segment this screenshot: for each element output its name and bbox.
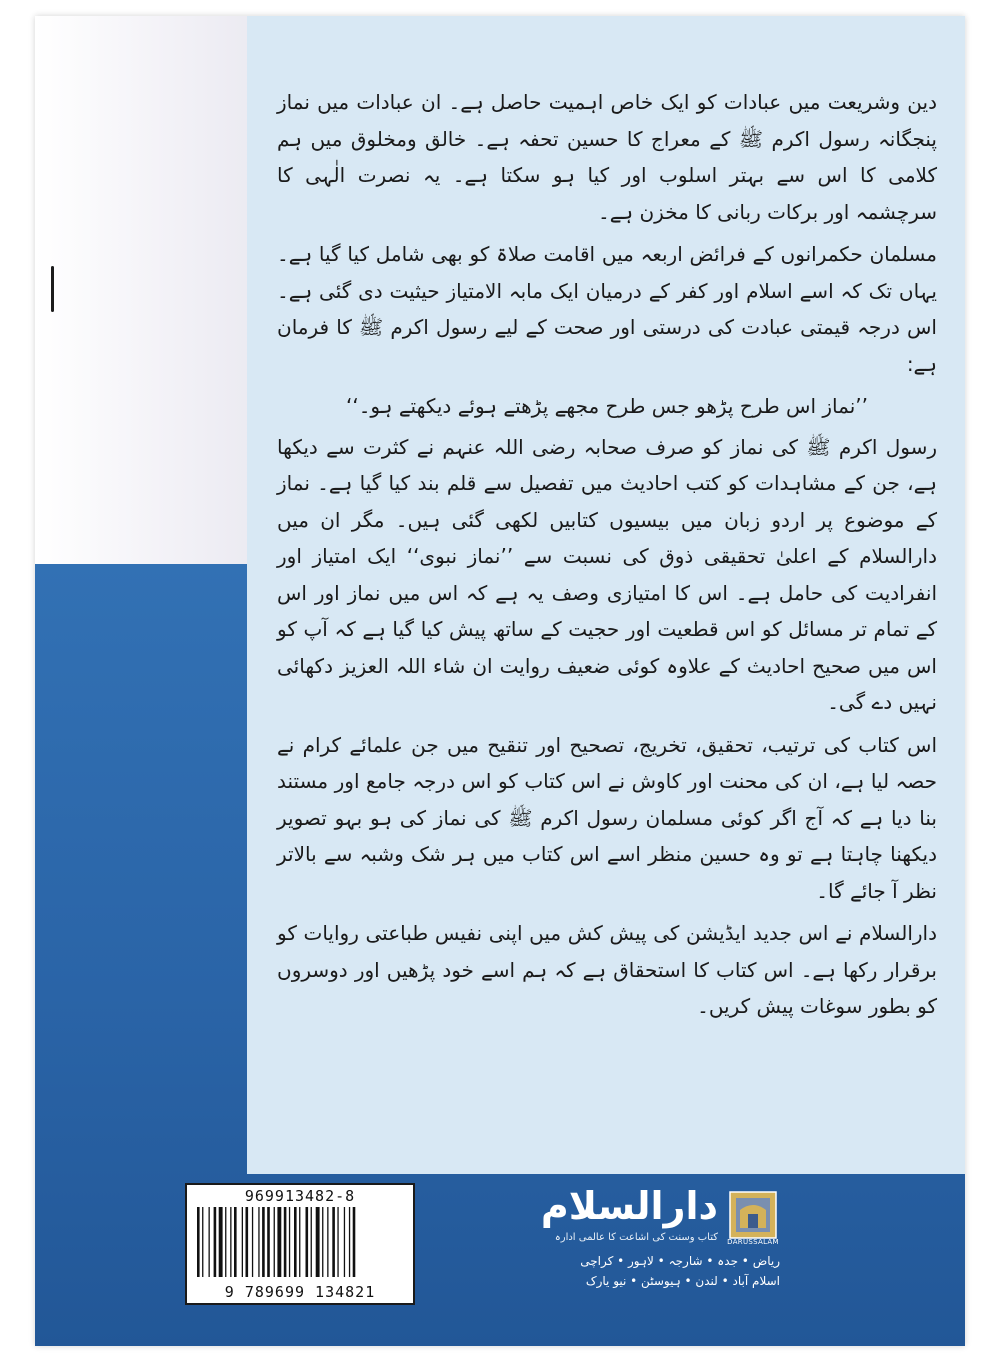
isbn-barcode [185, 1183, 415, 1305]
blurb-paragraph: دارالسلام نے اس جدید ایڈیشن کی پیش کش میں اپنی نفیس طباعتی روایات کو برقرار رکھا ہے۔ اس کتاب کا استحقاق ہے کہ ہم اسے خود پڑھیں اور دوسروں کو بطور سوغات پیش کریں۔ [277, 921, 937, 1018]
blurb-text [277, 84, 937, 1031]
publisher-block [490, 1184, 790, 1338]
ean-number: 9 789699 134821 [224, 1283, 376, 1301]
hadith-quote: ’’نماز اس طرح پڑھو جس طرح مجھے پڑھتے ہوئے دیکھتے ہو۔‘‘ [346, 394, 868, 418]
publisher-cities: ریاض • جدہ • شارجہ • لاہور • کراچی [580, 1254, 780, 1268]
publisher-tagline: کتاب وسنت کی اشاعت کا عالمی ادارہ [554, 1232, 718, 1243]
barcode-bars [195, 1207, 405, 1277]
book-back-cover [35, 16, 965, 1346]
blurb-paragraph: دین وشریعت میں عبادات کو ایک خاص اہمیت حاصل ہے۔ ان عبادات میں نماز پنجگانہ رسول اکرم ﷺ کے معراج کا حسین تحفہ ہے۔ خالق ومخلوق میں ہم کلامی کا اس سے بہتر اسلوب اور کیا ہو سکتا ہے۔ یہ نصرت الٰہی کا سرچشمہ اور برکات ربانی کا مخزن ہے۔ [277, 90, 937, 224]
blurb-paragraph: رسول اکرم ﷺ کی نماز کو صرف صحابہ رضی اللہ عنہم نے کثرت سے دیکھا ہے، جن کے مشاہدات کو کتب احادیث میں تفصیل سے قلم بند کیا گیا ہے۔ نماز کے موضوع پر اردو زبان میں بیسیوں کتابیں لکھی گئی ہیں۔ مگر ان میں دارالسلام کے اعلیٰ تحقیقی ذوق کی نسبت سے ’’نماز نبوی‘‘ ایک امتیاز اور انفرادیت کی حامل ہے۔ اس کا امتیازی وصف یہ ہے کہ اس میں نماز اور اس کے تمام تر مسائل کو اس قطعیت اور حجیت کے ساتھ پیش کیا گیا ہے کہ آپ کو اس میں صحیح احادیث کے علاوہ کوئی ضعیف روایت ان شاء اللہ العزیز دکھائی نہیں دے گی۔ [277, 434, 937, 714]
publisher-cities: اسلام آباد • لندن • ہیوسٹن • نیو یارک [585, 1274, 780, 1288]
isbn-number: 969913482-8 [244, 1187, 356, 1205]
publisher-name: دارالسلام [540, 1184, 718, 1228]
text-panel [247, 16, 965, 1174]
blurb-paragraph: مسلمان حکمرانوں کے فرائض اربعہ میں اقامت صلاۃ کو بھی شامل کیا گیا ہے۔ یہاں تک کہ اسے اسلام اور کفر کے درمیان ایک مابہ الامتیاز حیثیت دی گئی ہے۔ اس درجہ قیمتی عبادت کی درستی اور صحت کے لیے رسول اکرم ﷺ کا فرمان ہے: [277, 242, 937, 376]
blurb-paragraph: اس کتاب کی ترتیب، تحقیق، تخریج، تصحیح اور تنقیح میں جن علمائے کرام نے حصہ لیا ہے، ان کی محنت اور کاوش نے اس کتاب کو اس درجہ جامع اور مستند بنا دیا ہے کہ آج اگر کوئی مسلمان رسول اکرم ﷺ کی نماز کی ہو بہو تصویر دیکھنا چاہتا ہے تو وہ حسین منظر اسے اس کتاب میں ہر شک وشبہ سے بالاتر نظر آ جائے گا۔ [277, 732, 937, 903]
spine-mark [51, 266, 54, 312]
publisher-logo-caption: DARUSSALAM [727, 1238, 779, 1246]
